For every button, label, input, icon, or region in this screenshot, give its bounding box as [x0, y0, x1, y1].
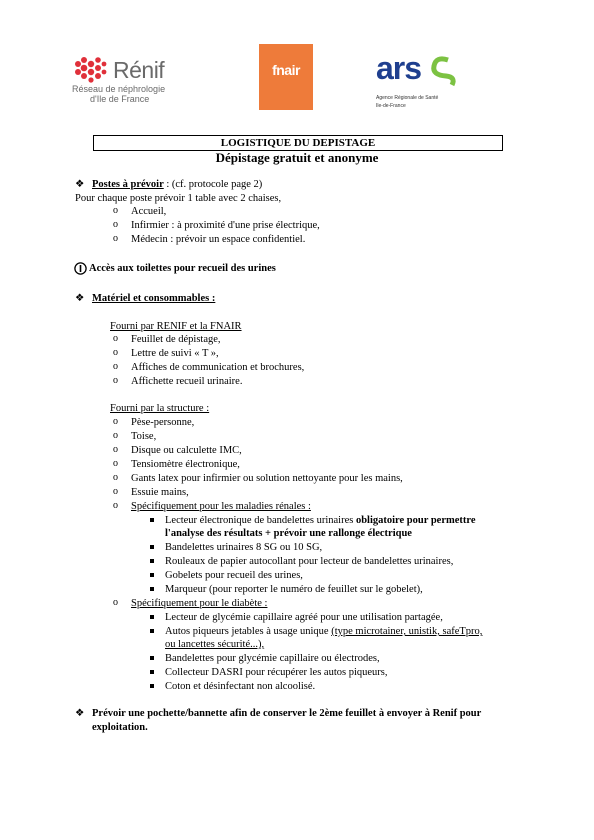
renal-heading: Spécifiquement pour les maladies rénales : — [131, 501, 311, 512]
ars-wordmark — [376, 52, 466, 88]
square-bullet-icon — [150, 587, 154, 591]
circle-bullet-icon: o — [113, 500, 118, 511]
circle-bullet-icon: o — [113, 597, 118, 608]
structure-supply-item: Toise, — [131, 431, 157, 442]
diabete-item: Collecteur DASRI pour récupérer les autos piqueurs, — [165, 667, 388, 678]
renal-item-1-cont: l'analyse des résultats + prévoir une rallonge électrique — [165, 528, 412, 539]
circle-bullet-icon: o — [113, 472, 118, 483]
diabete-item-2-text: Autos piqueurs jetables à usage unique — [165, 626, 332, 637]
renif-supply-item: Lettre de suivi « T », — [131, 348, 219, 359]
square-bullet-icon — [150, 573, 154, 577]
circle-bullet-icon: o — [113, 486, 118, 497]
circle-bullet-icon: o — [113, 416, 118, 427]
logo-bar — [0, 40, 594, 120]
diabete-item-1: Lecteur de glycémie capillaire agréé pour une utilisation partagée, — [165, 612, 443, 623]
diabete-item-2-cont: ou lancettes sécurité...), — [165, 639, 265, 650]
ars-logo — [376, 52, 466, 109]
renif-dots-icon — [72, 56, 110, 84]
renif-supply-item: Feuillet de dépistage, — [131, 334, 221, 345]
fnair-logo — [259, 44, 313, 110]
renal-item: Rouleaux de papier autocollant pour lecteur de bandelettes urinaires, — [165, 556, 454, 567]
ars-subtitle-1: Agence Régionale de Santé — [376, 95, 439, 101]
structure-supply-item: Tensiomètre électronique, — [131, 459, 240, 470]
postes-heading-suffix: : (cf. protocole page 2) — [163, 179, 263, 190]
toilettes-note: Accès aux toilettes pour recueil des urines — [89, 263, 276, 274]
postes-heading-line — [92, 178, 262, 191]
postes-heading: Postes à prévoir — [92, 179, 164, 190]
materiel-heading: Matériel et consommables : — [92, 293, 216, 304]
structure-supply-item: Disque ou calculette IMC, — [131, 445, 242, 456]
circle-bullet-icon: o — [113, 333, 118, 344]
renal-item: Gobelets pour recueil des urines, — [165, 570, 303, 581]
structure-supply-heading: Fourni par la structure : — [110, 403, 210, 414]
diabete-heading: Spécifiquement pour le diabète : — [131, 598, 268, 609]
circle-bullet-icon: o — [113, 347, 118, 358]
page-title: LOGISTIQUE DU DEPISTAGE — [93, 135, 503, 151]
circle-bullet-icon: o — [113, 458, 118, 469]
square-bullet-icon — [150, 559, 154, 563]
structure-supply-item: Gants latex pour infirmier ou solution nettoyante pour les mains, — [131, 473, 403, 484]
structure-supply-item: Pèse-personne, — [131, 417, 195, 428]
renif-supply-item: Affiches de communication et brochures, — [131, 362, 305, 373]
ars-letters: ars — [376, 52, 422, 86]
diabete-item-2-types: (type microtainer, unistik, safeTpro, — [331, 626, 483, 637]
postes-item: Accueil, — [131, 206, 167, 217]
square-bullet-icon — [150, 545, 154, 549]
fnair-name: fnair — [272, 62, 300, 78]
renal-item: Bandelettes urinaires 8 SG ou 10 SG, — [165, 542, 323, 553]
footer-line-2: exploitation. — [92, 722, 148, 733]
renif-logo — [72, 56, 165, 104]
square-bullet-icon — [150, 656, 154, 660]
square-bullet-icon — [150, 629, 154, 633]
postes-intro: Pour chaque poste prévoir 1 table avec 2 chaises, — [75, 193, 282, 204]
renif-subtitle-2: d'Ile de France — [90, 94, 150, 104]
renal-item-1-text: Lecteur électronique de bandelettes urinaires — [165, 515, 356, 526]
square-bullet-icon — [150, 684, 154, 688]
diamond-bullet-icon: ❖ — [75, 293, 85, 304]
footer-line-1: Prévoir une pochette/bannette afin de conserver le 2ème feuillet à envoyer à Renif pour — [92, 708, 482, 719]
circle-bullet-icon: o — [113, 219, 118, 230]
diabete-item-2 — [165, 625, 482, 638]
renif-supply-heading: Fourni par RENIF et la FNAIR — [110, 321, 242, 332]
circle-bullet-icon: o — [113, 375, 118, 386]
structure-supply-item: Essuie mains, — [131, 487, 189, 498]
renal-item-1-bold: obligatoire pour permettre — [355, 515, 476, 526]
circle-bullet-icon: o — [113, 430, 118, 441]
renal-item: Marqueur (pour reporter le numéro de feuillet sur le gobelet), — [165, 584, 423, 595]
circle-bullet-icon: o — [113, 361, 118, 372]
square-bullet-icon — [150, 518, 154, 522]
diabete-item: Coton et désinfectant non alcoolisé. — [165, 681, 316, 692]
diabete-item: Bandelettes pour glycémie capillaire ou électrodes, — [165, 653, 380, 664]
circle-bullet-icon: o — [113, 444, 118, 455]
ars-subtitle-2: Ile-de-France — [376, 103, 406, 109]
renif-subtitle-1: Réseau de néphrologie — [72, 84, 166, 94]
renif-name: Rénif — [113, 56, 165, 83]
circle-bullet-icon: o — [113, 233, 118, 244]
diamond-bullet-icon: ❖ — [75, 708, 85, 719]
circle-bullet-icon: o — [113, 205, 118, 216]
page-subtitle: Dépistage gratuit et anonyme — [215, 150, 379, 165]
info-circle-icon — [74, 262, 87, 275]
postes-item: Infirmier : à proximité d'une prise électrique, — [131, 220, 320, 231]
diamond-bullet-icon: ❖ — [75, 179, 85, 190]
renal-item-1 — [165, 514, 476, 527]
postes-item: Médecin : prévoir un espace confidentiel. — [131, 234, 306, 245]
renif-supply-item: Affichette recueil urinaire. — [131, 376, 243, 387]
square-bullet-icon — [150, 615, 154, 619]
square-bullet-icon — [150, 670, 154, 674]
